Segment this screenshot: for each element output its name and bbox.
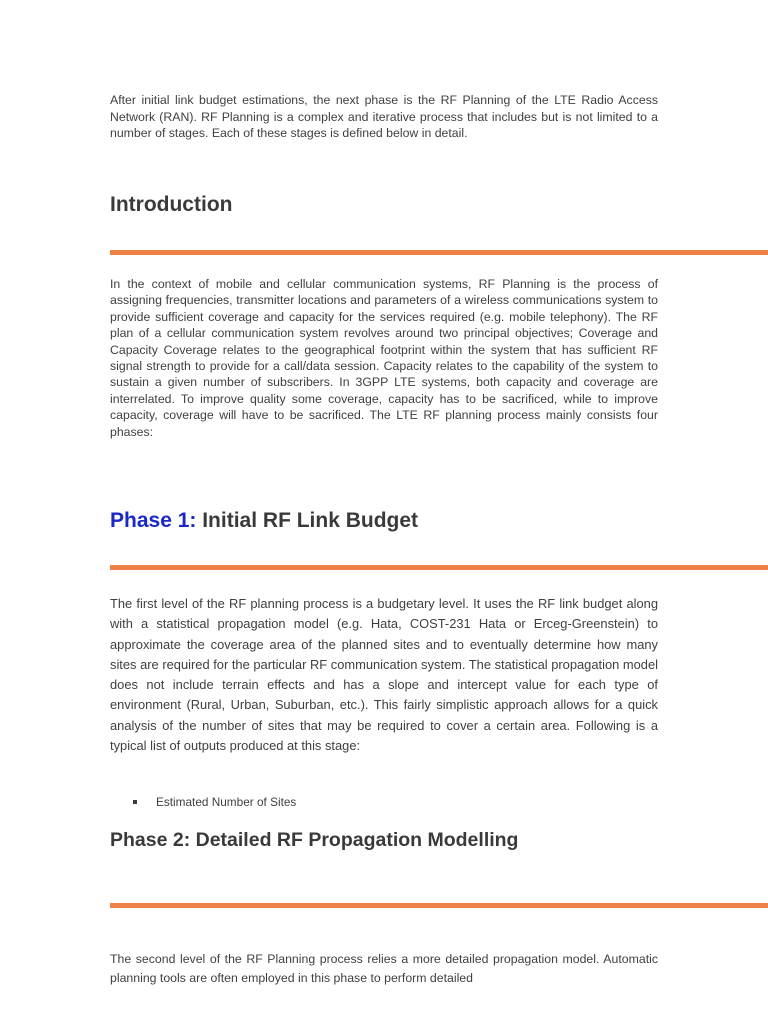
square-bullet-icon: [133, 800, 137, 804]
section-divider: [110, 250, 768, 255]
introduction-paragraph: In the context of mobile and cellular communication systems, RF Planning is the process of assigning frequencies, transmitter locations and parameters of a wireless communications system to provide sufficient coverage and capacity for the services required (e.g. mobile telephony). The RF plan of a cellular communication system revolves around two principal objectives; Coverage and Capacity Coverage relates to the geographical footprint within the system that has sufficient RF signal strength to provide for a call/data session. Capacity relates to the capability of the system to sustain a given number of subscribers. In 3GPP LTE systems, both capacity and coverage are interrelated. To improve quality some coverage, capacity has to be sacrificed, while to improve capacity, coverage will have to be sacrificed. The LTE RF planning process mainly consists four phases:: [110, 277, 658, 439]
introduction-heading: Introduction: [110, 193, 233, 216]
phase1-heading: [110, 509, 418, 533]
intro-paragraph: After initial link budget estimations, the next phase is the RF Planning of the LTE Radio Access Network (RAN). RF Planning is a complex and iterative process that includes but is not limited to a number of stages. Each of these stages is defined below in detail.: [110, 93, 658, 140]
list-item-label: Estimated Number of Sites: [156, 795, 297, 809]
list-item: [110, 795, 296, 809]
phase1-heading-prefix: Phase 1:: [110, 509, 197, 532]
phase2-paragraph: The second level of the RF Planning process relies a more detailed propagation model. Automatic planning tools are often employed in this phase to perform detailed: [110, 952, 658, 985]
phase2-heading: Phase 2: Detailed RF Propagation Modelling: [110, 829, 519, 851]
phase1-output-list: [110, 795, 296, 809]
phase1-paragraph: The first level of the RF planning process is a budgetary level. It uses the RF link budget along with a statistical propagation model (e.g. Hata, COST-231 Hata or Erceg-Greenstein) to approximate the coverage area of the planned sites and to eventually determine how many sites are required for the particular RF communication system. The statistical propagation model does not include terrain effects and has a slope and intercept value for each type of environment (Rural, Urban, Suburban, etc.). This fairly simplistic approach allows for a quick analysis of the number of sites that may be required to cover a certain area. Following is a typical list of outputs produced at this stage:: [110, 596, 658, 754]
phase1-heading-title: Initial RF Link Budget: [196, 509, 419, 532]
section-divider: [110, 565, 768, 570]
section-divider: [110, 903, 768, 908]
